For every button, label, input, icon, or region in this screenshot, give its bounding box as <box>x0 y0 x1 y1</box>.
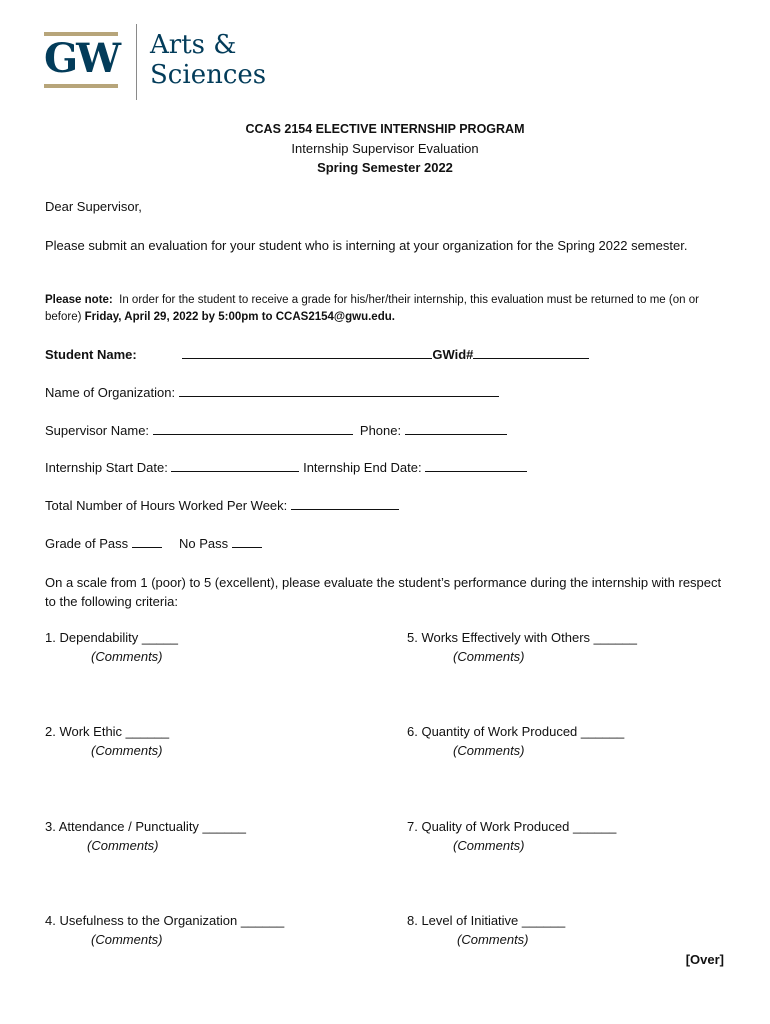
criterion-comment[interactable]: (Comments) <box>91 743 163 758</box>
criterion-comment[interactable]: (Comments) <box>87 838 159 853</box>
hours-field[interactable] <box>291 497 399 510</box>
hours-row <box>45 497 399 513</box>
criterion-attendance[interactable]: 3. Attendance / Punctuality ______ <box>45 819 246 834</box>
semester-title: Spring Semester 2022 <box>317 160 453 175</box>
program-title: CCAS 2154 ELECTIVE INTERNSHIP PROGRAM <box>245 122 525 136</box>
supervisor-field[interactable] <box>153 422 353 435</box>
gw-mark <box>44 26 118 90</box>
grade-pass-label: Grade of Pass <box>45 536 129 551</box>
criterion-comment[interactable]: (Comments) <box>453 649 525 664</box>
organization-row <box>45 384 499 400</box>
start-date-label: Internship Start Date: <box>45 460 168 475</box>
criterion-work-ethic[interactable]: 2. Work Ethic ______ <box>45 724 170 739</box>
logo-divider <box>136 24 137 100</box>
end-date-field[interactable] <box>425 459 527 472</box>
student-name-field[interactable] <box>182 346 432 359</box>
criterion-usefulness[interactable]: 4. Usefulness to the Organization ______ <box>45 913 285 928</box>
criterion-dependability[interactable]: 1. Dependability _____ <box>45 630 178 645</box>
student-name-row <box>45 346 589 362</box>
criterion-comment[interactable]: (Comments) <box>453 838 525 853</box>
over-page-indicator: [Over] <box>685 952 724 967</box>
gwid-label: GWid# <box>432 347 474 362</box>
logo-wordmark-line1: Arts & <box>150 30 237 60</box>
phone-field[interactable] <box>405 422 507 435</box>
instructions-paragraph: Please submit an evaluation for your student who is interning at your organization for the Spring 2022 semester. <box>45 238 688 253</box>
criterion-comment[interactable]: (Comments) <box>457 932 529 947</box>
grade-row <box>45 535 262 551</box>
scale-instructions: On a scale from 1 (poor) to 5 (excellent), please evaluate the student’s performance during the internship with respect to the following criteria: <box>45 575 722 609</box>
criterion-comment[interactable]: (Comments) <box>91 649 163 664</box>
greeting: Dear Supervisor, <box>45 199 142 214</box>
note-label: Please note: <box>45 294 113 306</box>
note-text: In order for the student to receive a grade for his/her/their internship, this evaluation must be returned to me (on or before) <box>45 294 699 323</box>
gw-mark-text: GW <box>44 35 120 82</box>
organization-field[interactable] <box>179 384 499 397</box>
form-subtitle: Internship Supervisor Evaluation <box>291 141 479 156</box>
criterion-initiative[interactable]: 8. Level of Initiative ______ <box>407 913 566 928</box>
no-pass-field[interactable] <box>232 535 262 548</box>
phone-label: Phone: <box>359 423 402 438</box>
criterion-works-with-others[interactable]: 5. Works Effectively with Others ______ <box>407 630 638 645</box>
no-pass-label: No Pass <box>178 536 229 551</box>
criterion-comment[interactable]: (Comments) <box>91 932 163 947</box>
grade-pass-field[interactable] <box>132 535 162 548</box>
criterion-quality[interactable]: 7. Quality of Work Produced ______ <box>407 819 617 834</box>
supervisor-label: Supervisor Name: <box>45 423 150 438</box>
criterion-quantity[interactable]: 6. Quantity of Work Produced ______ <box>407 724 625 739</box>
hours-label: Total Number of Hours Worked Per Week: <box>45 498 288 513</box>
end-date-label: Internship End Date: <box>303 460 422 475</box>
dates-row <box>45 459 527 475</box>
logo-wordmark-line2: Sciences <box>150 60 267 90</box>
criterion-comment[interactable]: (Comments) <box>453 743 525 758</box>
note-deadline: Friday, April 29, 2022 by 5:00pm to CCAS2154@gwu.edu. <box>84 311 395 323</box>
supervisor-row <box>45 422 507 438</box>
student-name-label: Student Name: <box>45 347 137 362</box>
organization-label: Name of Organization: <box>45 385 176 400</box>
gwid-field[interactable] <box>473 346 589 359</box>
logo-bar-bottom <box>44 84 118 88</box>
start-date-field[interactable] <box>171 459 299 472</box>
deadline-note <box>45 292 725 326</box>
